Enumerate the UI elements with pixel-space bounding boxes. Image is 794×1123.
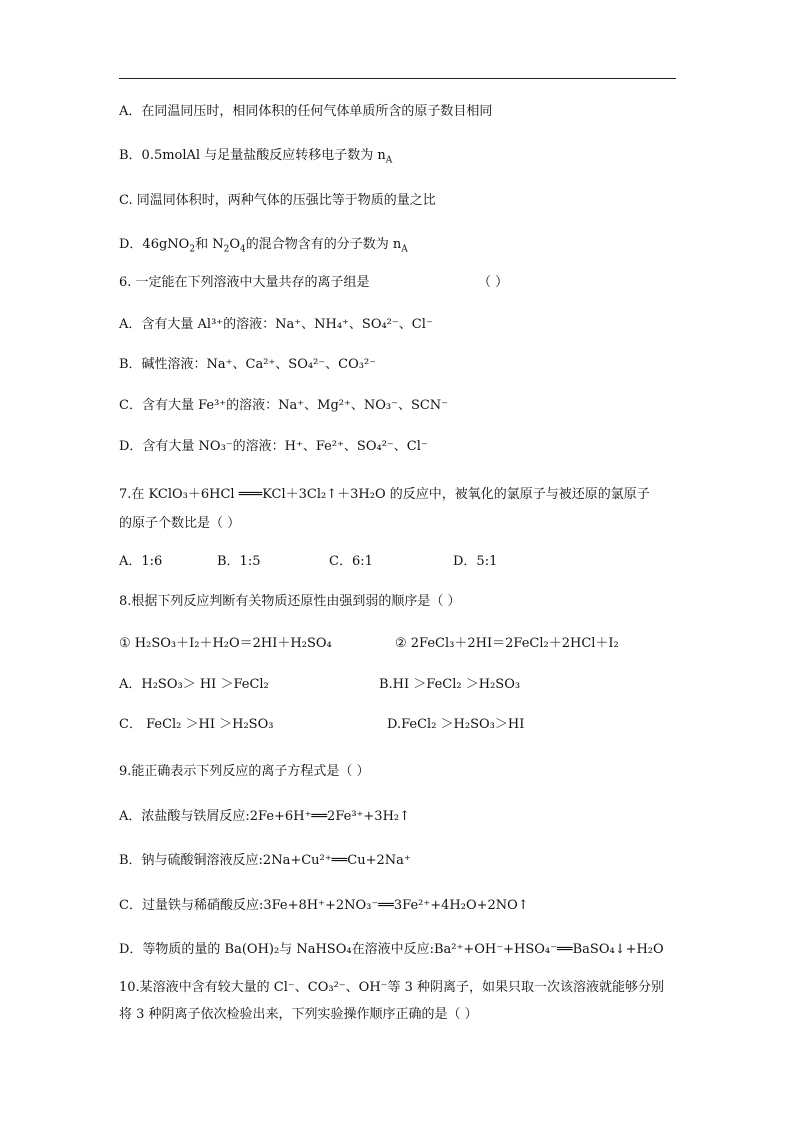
q7-option-a: A．1:6: [119, 554, 163, 569]
q6-stem: 6. 一定能在下列溶液中大量共存的离子组是 （ ）: [119, 275, 509, 290]
q5-option-a: A．在同温同压时，相同体积的任何气体单质所含的原子数目相同: [119, 104, 493, 119]
q5-option-b: B．0.5molAl 与足量盐酸反应转移电子数为 $n_A$: [119, 148, 393, 166]
q8-option-c: C． FeCl₂ ＞HI ＞H₂SO₃: [119, 717, 274, 732]
q10-stem-line1: 10.某溶液中含有较大量的 Cl⁻、CO₃²⁻、OH⁻等 3 种阴离子，如果只取一次该溶液就能够分别: [119, 980, 665, 995]
q10-stem-line2: 将 3 种阴离子依次检验出来，下列实验操作顺序正确的是（ ）: [119, 1007, 478, 1022]
q9-option-b: B．钠与硫酸铜溶液反应:2Na+Cu²⁺══Cu+2Na⁺: [119, 853, 411, 868]
q8-equation-1: ① H₂SO₃＋I₂＋H₂O＝2HI＋H₂SO₄: [119, 636, 332, 651]
q6-option-c: C．含有大量 Fe³⁺的溶液：Na⁺、Mg²⁺、NO₃⁻、SCN⁻: [119, 398, 449, 413]
q9-option-a: A．浓盐酸与铁屑反应:2Fe+6H⁺══2Fe³⁺+3H₂↑: [119, 809, 411, 824]
q7-option-d: D．5:1: [453, 554, 498, 569]
q8-option-b: B.HI ＞FeCl₂ ＞H₂SO₃: [379, 677, 521, 692]
header-rule: [119, 78, 676, 79]
q9-option-d: D．等物质的量的 Ba(OH)₂与 NaHSO₄在溶液中反应:Ba²⁺+OH⁻+HSO₄⁻══BaSO₄↓+H₂O: [119, 942, 664, 957]
q9-option-c: C．过量铁与稀硝酸反应:3Fe+8H⁺+2NO₃⁻══3Fe²⁺+4H₂O+2NO↑: [119, 898, 529, 913]
q6-option-d: D．含有大量 NO₃⁻的溶液：H⁺、Fe²⁺、SO₄²⁻、Cl⁻: [119, 439, 428, 454]
q5-option-d: D．46gNO$_2$和 $N_2O_4$的混合物含有的分子数为 $n_A$: [119, 237, 408, 255]
q5-option-c: C. 同温同体积时，两种气体的压强比等于物质的量之比: [119, 193, 436, 208]
q8-option-a: A．H₂SO₃＞ HI ＞FeCl₂: [119, 677, 269, 692]
q8-option-d: D.FeCl₂ ＞H₂SO₃＞HI: [387, 717, 525, 732]
q8-stem: 8.根据下列反应判断有关物质还原性由强到弱的顺序是（ ）: [119, 594, 461, 609]
q9-stem: 9.能正确表示下列反应的离子方程式是（ ）: [119, 764, 370, 779]
q6-answer-paren: （ ）: [478, 275, 509, 290]
q7-option-c: C．6:1: [329, 554, 373, 569]
q7-stem-line1: 7.在 KClO₃＋6HCl ═══KCl＋3Cl₂↑＋3H₂O 的反应中，被氧化的氯原子与被还原的氯原子: [119, 487, 650, 502]
q7-option-b: B．1:5: [217, 554, 261, 569]
q6-option-a: A．含有大量 Al³⁺的溶液：Na⁺、NH₄⁺、SO₄²⁻、Cl⁻: [119, 317, 433, 332]
q7-stem-line2: 的原子个数比是（ ）: [119, 516, 241, 531]
q8-equation-2: ② 2FeCl₃＋2HI＝2FeCl₂＋2HCl＋I₂: [395, 636, 619, 651]
q6-option-b: B．碱性溶液：Na⁺、Ca²⁺、SO₄²⁻、CO₃²⁻: [119, 357, 377, 372]
